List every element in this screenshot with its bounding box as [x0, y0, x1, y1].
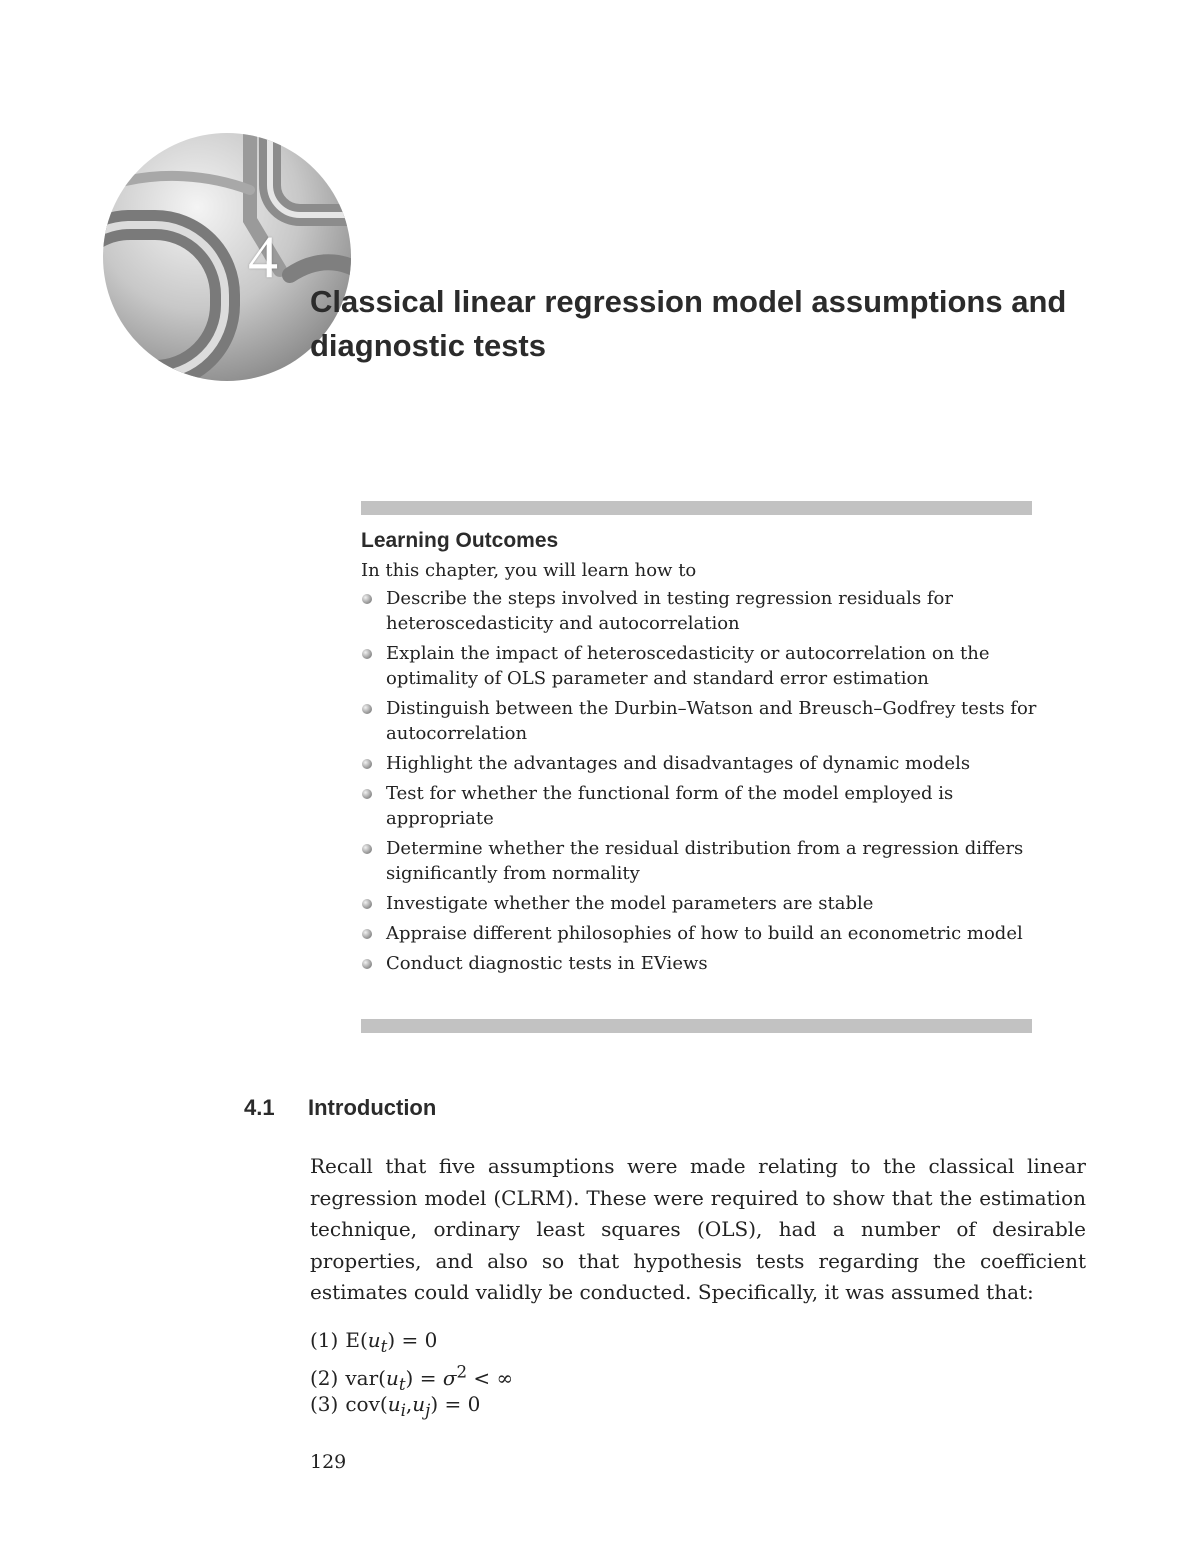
outcomes-top-rule: [361, 501, 1032, 515]
assumption-formula: $E(u_t) = 0$: [345, 1328, 438, 1356]
learning-outcomes-intro: In this chapter, you will learn how to: [361, 560, 697, 581]
outcome-item: [361, 641, 1041, 691]
outcome-item: [361, 836, 1041, 886]
bullet-dot-icon: [362, 594, 372, 604]
bullet-dot-icon: [362, 844, 372, 854]
outcome-text: Determine whether the residual distribution from a regression differs significantly from normality: [386, 838, 1024, 884]
outcome-text: Test for whether the functional form of the model employed is appropriate: [386, 783, 954, 829]
bullet-dot-icon: [362, 929, 372, 939]
bullet-dot-icon: [362, 789, 372, 799]
outcome-item: [361, 891, 1041, 916]
outcome-text: Distinguish between the Durbin–Watson and Breusch–Godfrey tests for autocorrelation: [386, 698, 1037, 744]
assumption-label: (1): [310, 1328, 339, 1352]
outcome-item: [361, 586, 1041, 636]
assumption-label: (3): [310, 1392, 339, 1416]
learning-outcomes-box: [361, 526, 1041, 981]
intro-paragraph: Recall that five assumptions were made relating to the classical linear regression model (CLRM). These were required to show that the estimation technique, ordinary least squares (OLS), had a number of desirable properties, and also so that hypothesis tests regarding the coefficient estimates could validly be conducted. Specifically, it was assumed that:: [310, 1154, 1086, 1304]
assumption-formula: $cov(u_i,u_j) = 0$: [345, 1392, 481, 1420]
section-number: 4.1: [244, 1095, 275, 1120]
outcome-item: [361, 751, 1041, 776]
assumptions-list: [310, 1324, 910, 1420]
outcome-text: Explain the impact of heteroscedasticity or autocorrelation on the optimality of OLS parameter and standard error estimation: [386, 643, 990, 689]
bullet-dot-icon: [362, 959, 372, 969]
outcome-item: [361, 951, 1041, 976]
outcome-item: [361, 781, 1041, 831]
outcomes-bottom-rule: [361, 1019, 1032, 1033]
bullet-dot-icon: [362, 759, 372, 769]
learning-outcomes-heading: Learning Outcomes: [361, 529, 559, 552]
outcome-item: [361, 921, 1041, 946]
bullet-dot-icon: [362, 649, 372, 659]
outcome-item: [361, 696, 1041, 746]
chapter-title: Classical linear regression model assumptions and diagnostic tests: [310, 284, 1067, 363]
section-title: Introduction: [308, 1095, 437, 1120]
assumption-formula: $var(u_t) = \sigma^2$ < ∞: [345, 1362, 514, 1394]
assumption-item: [310, 1388, 910, 1420]
outcome-text: Conduct diagnostic tests in EViews: [386, 953, 708, 974]
bullet-dot-icon: [362, 704, 372, 714]
assumption-label: (2): [310, 1365, 339, 1390]
outcome-text: Describe the steps involved in testing regression residuals for heteroscedasticity and autocorrelation: [386, 588, 953, 634]
section-heading: [244, 1092, 436, 1124]
outcome-text: Appraise different philosophies of how to build an econometric model: [386, 923, 1023, 944]
learning-outcomes-list: [361, 586, 1041, 976]
chapter-number: 4: [248, 224, 278, 290]
outcome-text: Highlight the advantages and disadvantages of dynamic models: [386, 753, 971, 774]
outcome-text: Investigate whether the model parameters are stable: [386, 893, 874, 914]
assumption-item: [310, 1324, 910, 1356]
bullet-dot-icon: [362, 899, 372, 909]
page-number: 129: [310, 1451, 347, 1473]
assumption-item: [310, 1356, 910, 1394]
